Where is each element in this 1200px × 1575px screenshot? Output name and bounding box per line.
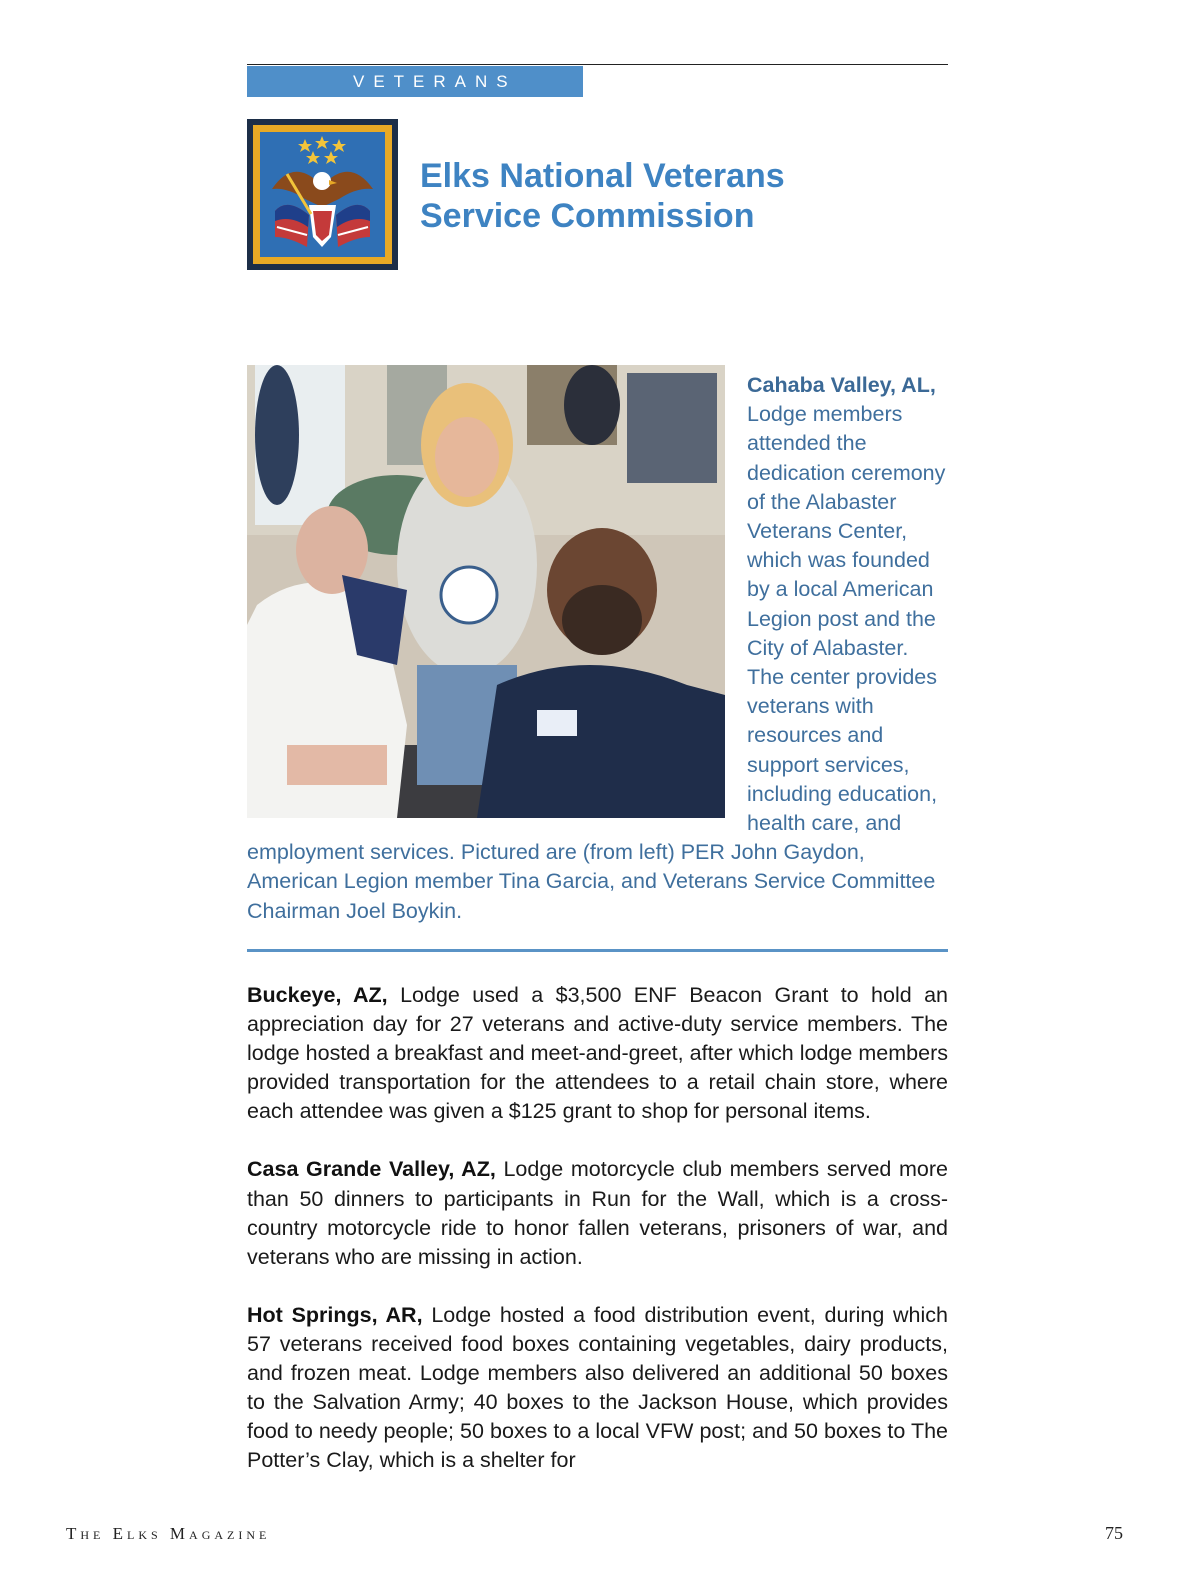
veterans-eagle-logo-icon	[247, 119, 398, 270]
caption-text: Lodge members attended the dedication ceremony of the Alabaster Veterans Center, which was founded by a local American Legion post and the City of Alabaster. The center provides veterans with resources and support services, including education, health care, and employment services. Pictured are (from left) PER John Gaydon, American Legion member Tina Garcia, and Veterans Service Committee Chairman Joel Boykin.	[247, 402, 946, 923]
item-text: Lodge motorcycle club members served more than 50 dinners to participants in Run for the Wall, which is a cross-country motorcycle ride to honor fallen veterans, prisoners of war, and veterans who are missing in action.	[247, 1157, 948, 1269]
section-label: VETERANS	[247, 66, 583, 97]
lodge-item	[247, 1301, 948, 1476]
lodge-item	[247, 981, 948, 1126]
caption-lead: Cahaba Valley, AL,	[747, 373, 936, 397]
top-rule	[247, 64, 948, 65]
lodge-items	[247, 981, 948, 1504]
item-lead: Hot Springs, AR,	[247, 1302, 423, 1327]
magazine-title: The Elks Magazine	[66, 1524, 271, 1543]
title-line-2: Service Commission	[420, 197, 755, 235]
photo-caption	[247, 371, 948, 926]
page-title	[420, 156, 940, 236]
item-lead: Casa Grande Valley, AZ,	[247, 1157, 496, 1182]
section-divider	[247, 949, 948, 952]
item-lead: Buckeye, AZ,	[247, 983, 388, 1007]
page-number: 75	[1105, 1523, 1123, 1543]
title-line-1: Elks National Veterans	[420, 157, 785, 195]
item-text: Lodge used a $3,500 ENF Beacon Grant to hold an appreciation day for 27 veterans and active-duty service members. The lodge hosted a breakfast and meet-and-greet, after which lodge members provided transportation for the attendees to a retail chain store, where each attendee was given a $125 grant to shop for personal items.	[247, 983, 949, 1124]
lodge-item	[247, 1155, 948, 1271]
caption-wrap-spacer	[247, 371, 747, 835]
item-text: Lodge hosted a food distribution event, during which 57 veterans received food boxes containing vegetables, dairy products, and frozen meat. Lodge members also delivered an additional 50 boxes to the Salvation Army; 40 boxes to the Jackson House, which provides food to needy people; 50 boxes to a local VFW post; and 50 boxes to The Potter’s Clay, which is a shelter for	[247, 1302, 948, 1473]
